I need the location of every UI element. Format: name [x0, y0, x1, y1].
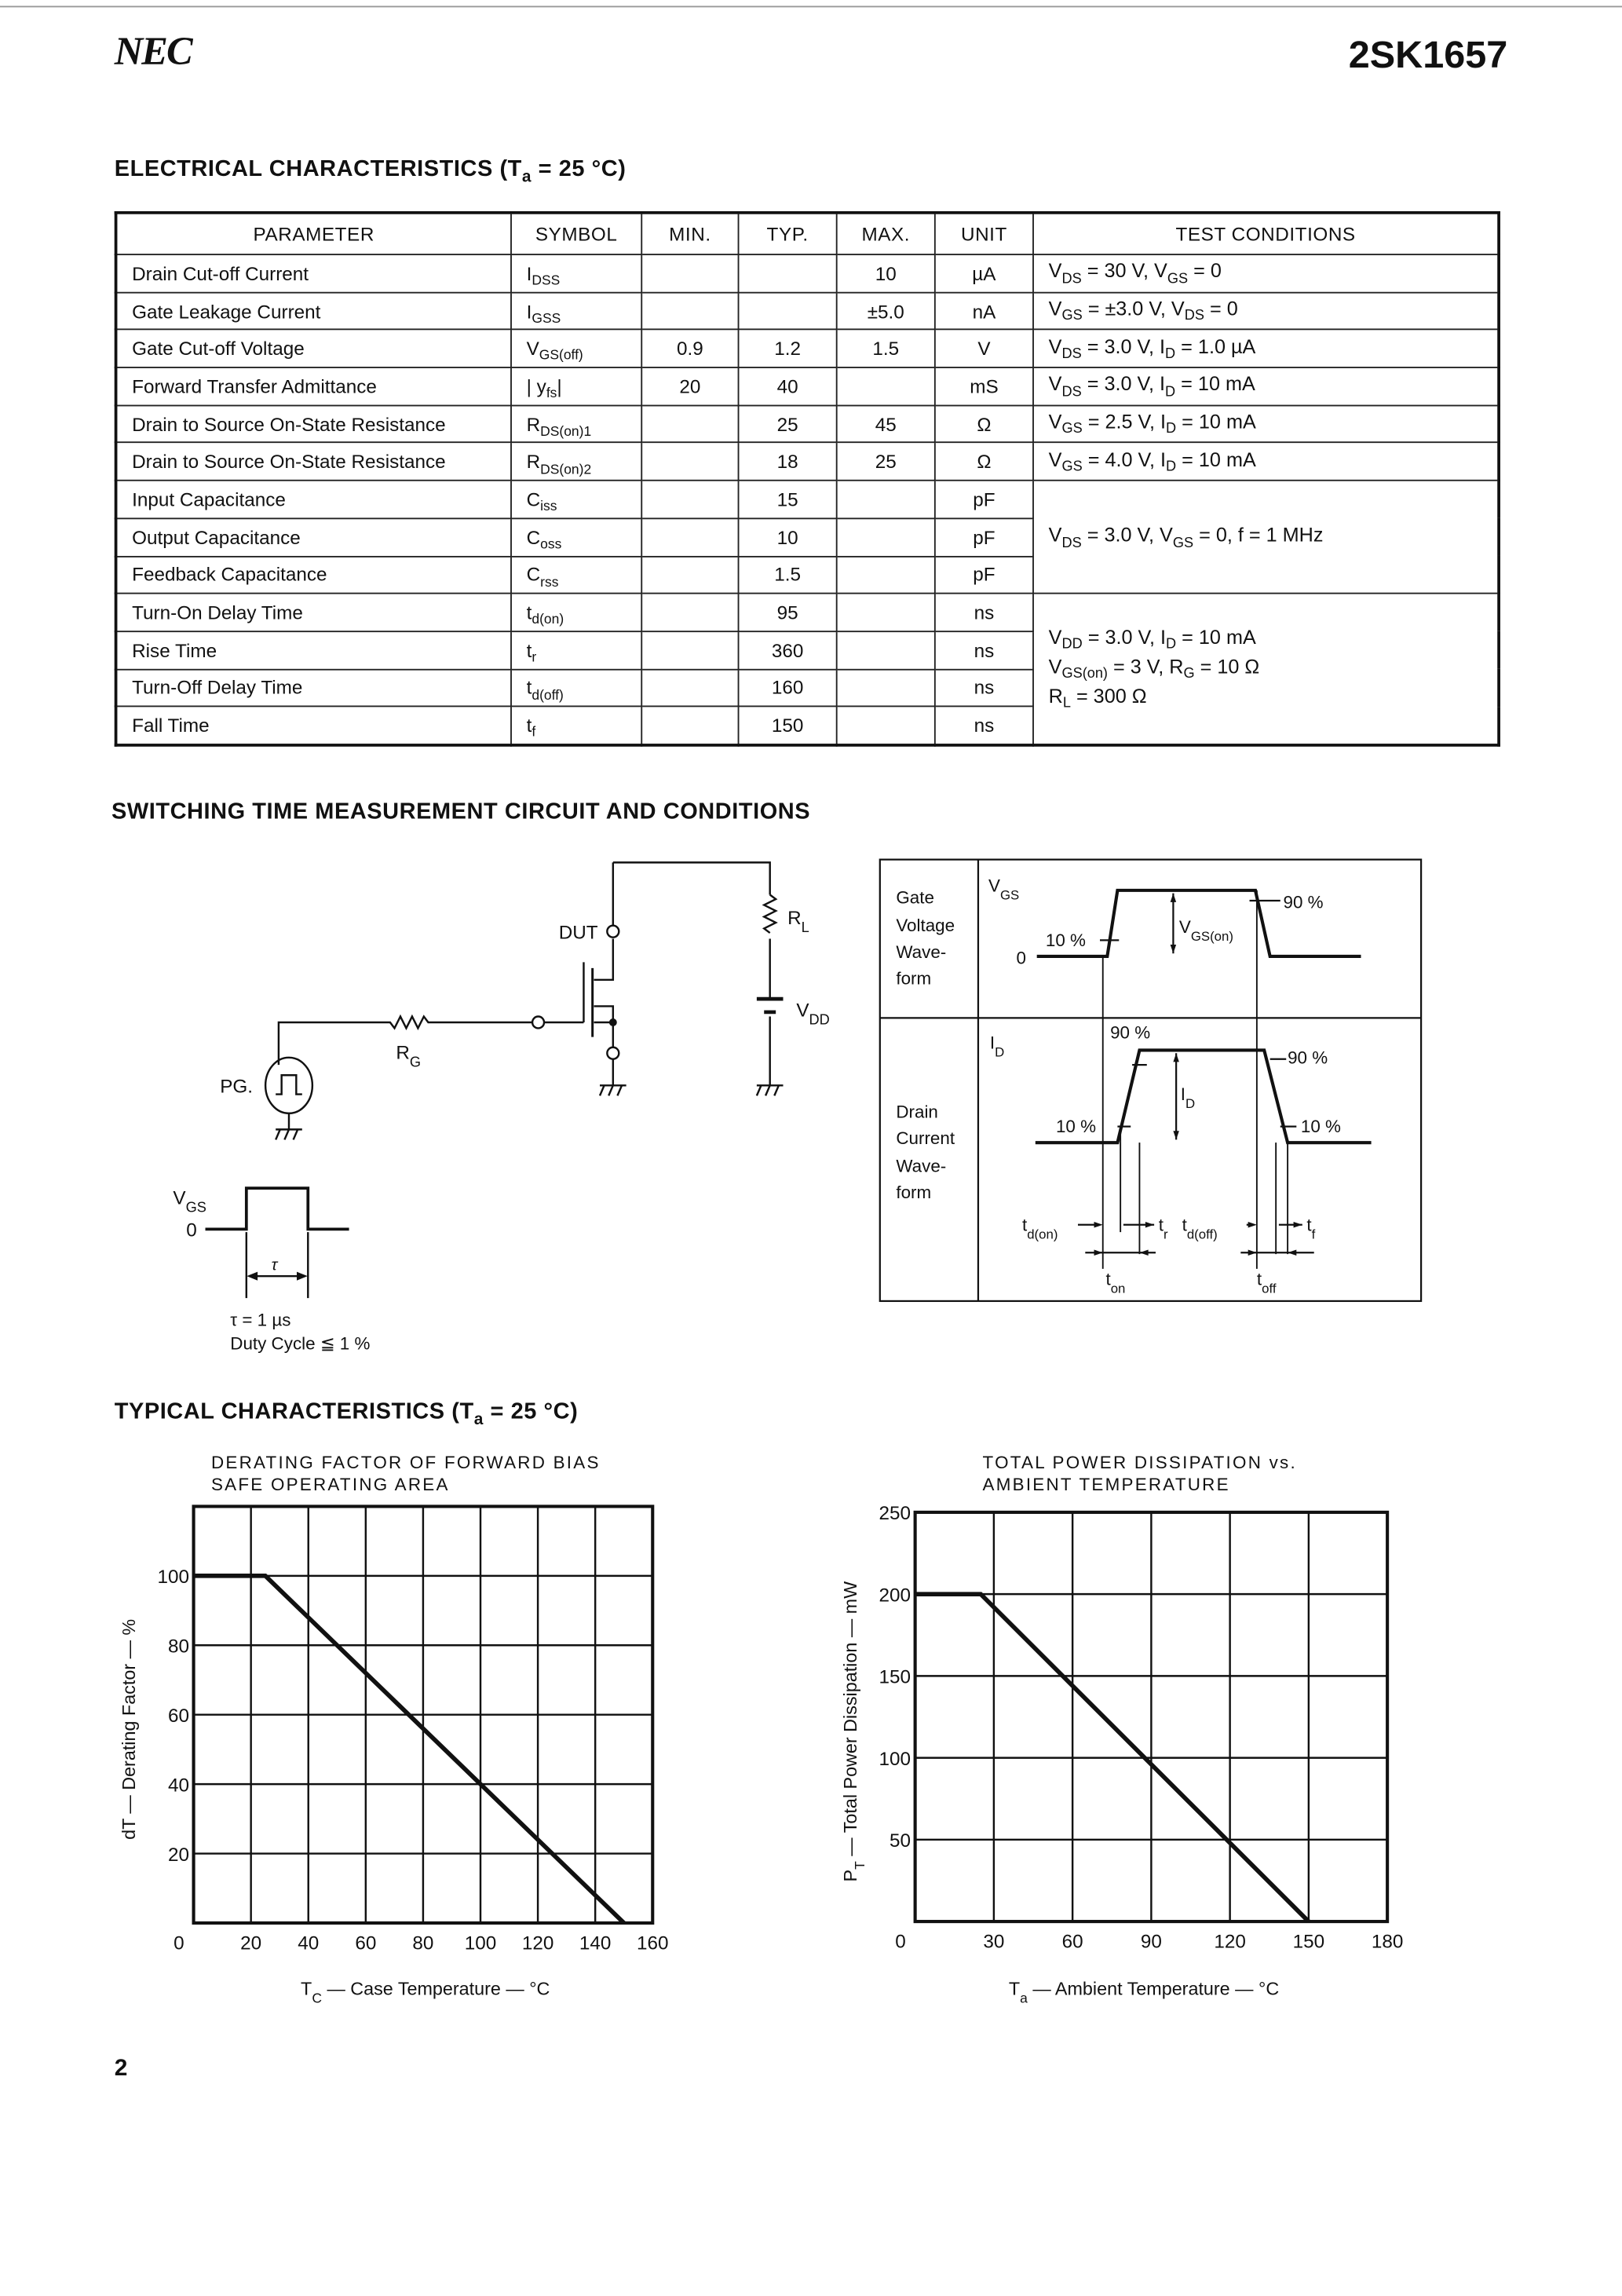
x-tick-label: 100: [464, 1932, 497, 1954]
text-segment: R: [526, 451, 541, 473]
text-segment: = 3.0 V, I: [1082, 626, 1167, 649]
subscript-text: GS: [1061, 422, 1083, 438]
x-axis-label: [301, 1978, 550, 2005]
subscript-text: GS(off): [539, 348, 583, 364]
y-tick-label: 60: [167, 1706, 189, 1727]
text-segment: dT — Derating Factor — %: [118, 1618, 139, 1840]
subscript-text: d(on): [532, 612, 564, 627]
text-segment: = 10 mA: [1176, 448, 1256, 471]
subscript-text: DD: [1061, 637, 1083, 654]
unit-cell: Ω: [935, 405, 1033, 443]
typ-cell: 18: [739, 443, 837, 481]
subscript-text: T: [851, 1861, 868, 1870]
text-segment: = 0: [1188, 260, 1222, 283]
subscript-text: DSS: [532, 272, 561, 288]
nec-logo: NEC: [114, 29, 192, 74]
column-header: TYP.: [739, 213, 837, 254]
subscript-text: GS: [1061, 459, 1083, 476]
text-segment: — Ambient Temperature — °C: [1027, 1978, 1280, 1999]
text-segment: = 10 mA: [1176, 411, 1256, 433]
x-tick-label: 140: [579, 1932, 612, 1954]
subscript-text: off: [1262, 1280, 1277, 1296]
gate-10pct: 10 %: [1045, 930, 1086, 950]
drain-rise-90pct: 90 %: [1110, 1022, 1151, 1043]
text-segment: V: [1048, 524, 1062, 547]
x-axis-label: [1009, 1978, 1279, 2005]
subscript-text: d(off): [532, 687, 564, 703]
subscript-text: GS(on): [1190, 928, 1233, 944]
text-segment: V: [1048, 298, 1062, 320]
text-segment: TYPICAL CHARACTERISTICS (T: [114, 1399, 474, 1424]
unit-cell: nA: [935, 292, 1033, 330]
text-segment: V: [796, 1000, 809, 1022]
y-axis-label: [119, 1619, 139, 1840]
drain-label-line: Drain: [896, 1102, 938, 1122]
unit-cell: ns: [935, 669, 1033, 707]
subscript-text: fs: [546, 386, 557, 401]
x-tick-label: 160: [637, 1932, 669, 1954]
subscript-text: D: [1165, 384, 1176, 400]
text-segment: R: [396, 1042, 410, 1064]
text-segment: = ±3.0 V, V: [1082, 298, 1185, 320]
y-tick-label: 250: [879, 1503, 911, 1525]
parameter-cell: Drain Cut-off Current: [116, 254, 511, 292]
column-header: MIN.: [641, 213, 738, 254]
text-segment: V: [1048, 411, 1062, 433]
subscript-text: on: [1110, 1280, 1126, 1296]
unit-cell: ns: [935, 594, 1033, 631]
text-segment: — Total Power Dissipation — mW: [839, 1581, 860, 1862]
subscript-text: D: [1166, 422, 1177, 438]
text-segment: R: [526, 413, 541, 436]
text-segment: V: [1178, 917, 1191, 938]
subscript-text: G: [409, 1054, 422, 1070]
text-segment: T: [301, 1978, 312, 1999]
parameter-cell: Drain to Source On-State Resistance: [116, 443, 511, 481]
text-segment: V: [526, 338, 539, 360]
typ-cell: 40: [739, 367, 837, 405]
subscript-text: L: [801, 919, 809, 935]
text-segment: t: [526, 601, 532, 623]
subscript-text: D: [995, 1044, 1005, 1060]
text-segment: T: [1008, 1978, 1021, 1999]
x-tick-label: 120: [521, 1932, 554, 1954]
text-segment: I: [526, 262, 532, 285]
typ-cell: 160: [739, 669, 837, 707]
x-tick-label: 120: [1214, 1931, 1246, 1953]
unit-cell: pF: [935, 518, 1033, 556]
unit-cell: ns: [935, 631, 1033, 669]
typ-cell: 1.2: [739, 330, 837, 367]
text-segment: t: [526, 638, 532, 661]
subscript-text: DS: [1061, 346, 1082, 363]
subscript-text: GS: [1061, 309, 1083, 325]
subscript-text: r: [532, 649, 537, 665]
tau-note: τ = 1 µs: [230, 1310, 291, 1330]
x-tick-label: 20: [240, 1932, 262, 1954]
text-segment: = 0, f = 1 MHz: [1193, 524, 1324, 547]
parameter-cell: Forward Transfer Admittance: [116, 367, 511, 405]
x-tick-label: 60: [355, 1932, 377, 1954]
text-segment: I: [1180, 1084, 1185, 1104]
text-segment: I: [989, 1033, 995, 1053]
text-segment: = 4.0 V, I: [1082, 448, 1167, 471]
unit-cell: ns: [935, 707, 1033, 745]
subscript-text: GS: [185, 1199, 206, 1216]
parameter-cell: Turn-On Delay Time: [116, 594, 511, 631]
text-segment: |: [557, 375, 562, 398]
typ-cell: 95: [739, 594, 837, 631]
parameter-cell: Turn-Off Delay Time: [116, 669, 511, 707]
typ-cell: 150: [739, 707, 837, 745]
x-tick-label: 90: [1140, 1931, 1162, 1953]
typ-cell: 25: [739, 405, 837, 443]
text-segment: = 3.0 V, V: [1081, 524, 1173, 547]
typ-cell: 1.5: [739, 556, 837, 594]
y-tick-label: 150: [879, 1666, 911, 1688]
chart-2: [840, 1453, 1403, 2006]
y-tick-label: 100: [879, 1748, 911, 1770]
y-axis-label: [840, 1581, 868, 1882]
subscript-text: DS: [1061, 384, 1082, 400]
subscript-text: D: [1166, 637, 1177, 654]
max-cell: 25: [837, 443, 935, 481]
text-segment: = 0: [1204, 298, 1238, 320]
text-segment: V: [173, 1187, 186, 1209]
text-segment: V: [1048, 626, 1062, 649]
text-segment: — Case Temperature — °C: [321, 1978, 550, 1999]
text-segment: = 10 mA: [1176, 626, 1256, 649]
text-segment: t: [1105, 1269, 1111, 1289]
dut-label: DUT: [558, 922, 598, 944]
subscript-text: iss: [540, 499, 557, 514]
y-tick-label: 40: [167, 1775, 189, 1797]
subscript-text: DS(on)1: [540, 423, 592, 439]
subscript-text: D: [1185, 1095, 1196, 1111]
text-segment: = 10 Ω: [1194, 656, 1260, 678]
switching-heading: SWITCHING TIME MEASUREMENT CIRCUIT AND CONDITIONS: [111, 799, 811, 824]
subscript-text: L: [1062, 696, 1071, 712]
parameter-cell: Feedback Capacitance: [116, 556, 511, 594]
unit-cell: mS: [935, 367, 1033, 405]
subscript-text: a: [473, 1410, 484, 1429]
text-segment: V: [1048, 656, 1062, 678]
subscript-text: DS(on)2: [540, 461, 592, 477]
text-segment: I: [526, 300, 532, 323]
text-segment: t: [1306, 1215, 1312, 1235]
max-cell: 45: [837, 405, 935, 443]
text-segment: = 3 V, R: [1107, 656, 1184, 678]
subscript-text: C: [312, 1990, 322, 2006]
text-segment: = 25 °C): [483, 1399, 579, 1424]
max-cell: 1.5: [837, 330, 935, 367]
text-segment: ELECTRICAL CHARACTERISTICS (T: [114, 156, 522, 182]
drain-fall-90pct: 90 %: [1288, 1047, 1328, 1068]
gate-label-line: Wave-: [896, 941, 947, 962]
text-segment: t: [1158, 1215, 1164, 1235]
gate-90pct: 90 %: [1283, 892, 1324, 912]
column-header: TEST CONDITIONS: [1033, 213, 1499, 254]
parameter-cell: Rise Time: [116, 631, 511, 669]
subscript-text: f: [532, 725, 536, 740]
x-tick-label: 150: [1292, 1931, 1325, 1953]
unit-cell: Ω: [935, 443, 1033, 481]
parameter-cell: Fall Time: [116, 707, 511, 745]
subscript-text: rss: [540, 574, 559, 590]
text-segment: V: [1048, 373, 1062, 396]
text-segment: = 10 mA: [1175, 373, 1255, 396]
subscript-text: GS: [1167, 271, 1189, 287]
subscript-text: DS: [1061, 271, 1082, 287]
subscript-text: DS: [1184, 309, 1204, 325]
series-line-derating: [194, 1576, 624, 1923]
text-segment: = 30 V, V: [1081, 260, 1167, 283]
y-tick-label: 50: [890, 1830, 911, 1852]
zero-label: 0: [1016, 948, 1026, 968]
text-segment: t: [1021, 1215, 1028, 1235]
column-header: UNIT: [935, 213, 1033, 254]
chart-title-line: SAFE OPERATING AREA: [210, 1474, 450, 1494]
typ-cell: 10: [739, 518, 837, 556]
gate-label-line: form: [896, 968, 932, 989]
zero-label: 0: [186, 1219, 197, 1241]
text-segment: R: [1048, 685, 1063, 707]
parameter-cell: Drain to Source On-State Resistance: [116, 405, 511, 443]
unit-cell: V: [935, 330, 1033, 367]
subscript-text: d(on): [1027, 1226, 1058, 1241]
x-tick-label: 0: [895, 1931, 906, 1953]
parameter-cell: Gate Cut-off Voltage: [116, 330, 511, 367]
x-tick-label: 30: [983, 1931, 1005, 1953]
text-segment: = 25 °C): [532, 156, 627, 182]
max-cell: 10: [837, 254, 935, 292]
subscript-text: f: [1311, 1226, 1316, 1241]
subscript-text: GSS: [532, 310, 561, 326]
text-segment: C: [526, 563, 541, 586]
text-segment: t: [526, 676, 532, 699]
x-tick-label: 80: [412, 1932, 434, 1954]
drain-label-line: Current: [896, 1128, 955, 1149]
text-segment: V: [1048, 260, 1062, 283]
y-tick-label: 80: [167, 1636, 189, 1658]
parameter-cell: Output Capacitance: [116, 518, 511, 556]
text-segment: = 300 Ω: [1070, 685, 1147, 707]
chart-title-line: AMBIENT TEMPERATURE: [982, 1474, 1230, 1494]
unit-cell: pF: [935, 556, 1033, 594]
subscript-text: oss: [540, 536, 562, 552]
typ-cell: 360: [739, 631, 837, 669]
chart-title-line: DERATING FACTOR OF FORWARD BIAS: [210, 1452, 601, 1472]
text-segment: = 1.0 µA: [1175, 335, 1256, 358]
text-segment: t: [1256, 1269, 1262, 1289]
gate-label-line: Gate: [896, 887, 934, 908]
subscript-text: D: [1166, 459, 1177, 476]
drain-fall-10pct: 10 %: [1300, 1117, 1341, 1137]
part-number: 2SK1657: [1348, 32, 1508, 77]
subscript-text: d(off): [1186, 1226, 1218, 1241]
text-segment: R: [787, 907, 802, 929]
y-tick-label: 200: [879, 1585, 911, 1607]
gate-label-line: Voltage: [896, 916, 955, 936]
text-segment: V: [1048, 335, 1062, 358]
subscript-text: DD: [809, 1011, 830, 1028]
subscript-text: G: [1183, 666, 1195, 683]
subscript-text: r: [1163, 1226, 1168, 1241]
chart-1: [119, 1453, 669, 2006]
y-tick-label: 20: [167, 1844, 189, 1866]
subscript-text: D: [1165, 346, 1176, 363]
text-segment: C: [526, 488, 541, 511]
x-tick-label: 180: [1371, 1931, 1404, 1953]
x-tick-label: 0: [174, 1932, 184, 1954]
x-tick-label: 40: [298, 1932, 320, 1954]
duty-cycle-note: Duty Cycle ≦ 1 %: [230, 1333, 371, 1354]
typ-cell: 15: [739, 481, 837, 518]
unit-cell: µA: [935, 254, 1033, 292]
drain-label-line: form: [896, 1183, 932, 1203]
drain-label-line: Wave-: [896, 1156, 947, 1176]
text-segment: t: [526, 714, 532, 737]
text-segment: = 3.0 V, I: [1081, 373, 1166, 396]
parameter-cell: Input Capacitance: [116, 481, 511, 518]
column-header: SYMBOL: [511, 213, 641, 254]
text-segment: = 2.5 V, I: [1082, 411, 1167, 433]
drain-rise-10pct: 10 %: [1055, 1117, 1097, 1137]
unit-cell: pF: [935, 481, 1033, 518]
text-segment: V: [1048, 448, 1062, 471]
page-number: 2: [114, 2056, 128, 2082]
text-segment: = 3.0 V, I: [1081, 335, 1166, 358]
min-cell: 0.9: [641, 330, 738, 367]
column-header: PARAMETER: [116, 213, 511, 254]
y-tick-label: 100: [157, 1567, 189, 1589]
text-segment: t: [1182, 1215, 1187, 1235]
text-segment: | y: [526, 375, 546, 398]
max-cell: ±5.0: [837, 292, 935, 330]
subscript-text: a: [1020, 1990, 1028, 2006]
subscript-text: a: [521, 168, 532, 187]
chart-title-line: TOTAL POWER DISSIPATION vs.: [982, 1452, 1297, 1472]
subscript-text: GS: [1172, 534, 1194, 551]
text-segment: P: [839, 1869, 860, 1882]
subscript-text: DS: [1061, 534, 1082, 551]
pg-label: PG.: [220, 1076, 254, 1098]
subscript-text: GS: [999, 887, 1020, 903]
parameter-cell: Gate Leakage Current: [116, 292, 511, 330]
subscript-text: GS(on): [1061, 666, 1108, 683]
column-header: MAX.: [837, 213, 935, 254]
text-segment: C: [526, 525, 541, 548]
text-segment: V: [988, 876, 1000, 896]
tau-label: τ: [271, 1256, 278, 1274]
x-tick-label: 60: [1061, 1931, 1083, 1953]
min-cell: 20: [641, 367, 738, 405]
